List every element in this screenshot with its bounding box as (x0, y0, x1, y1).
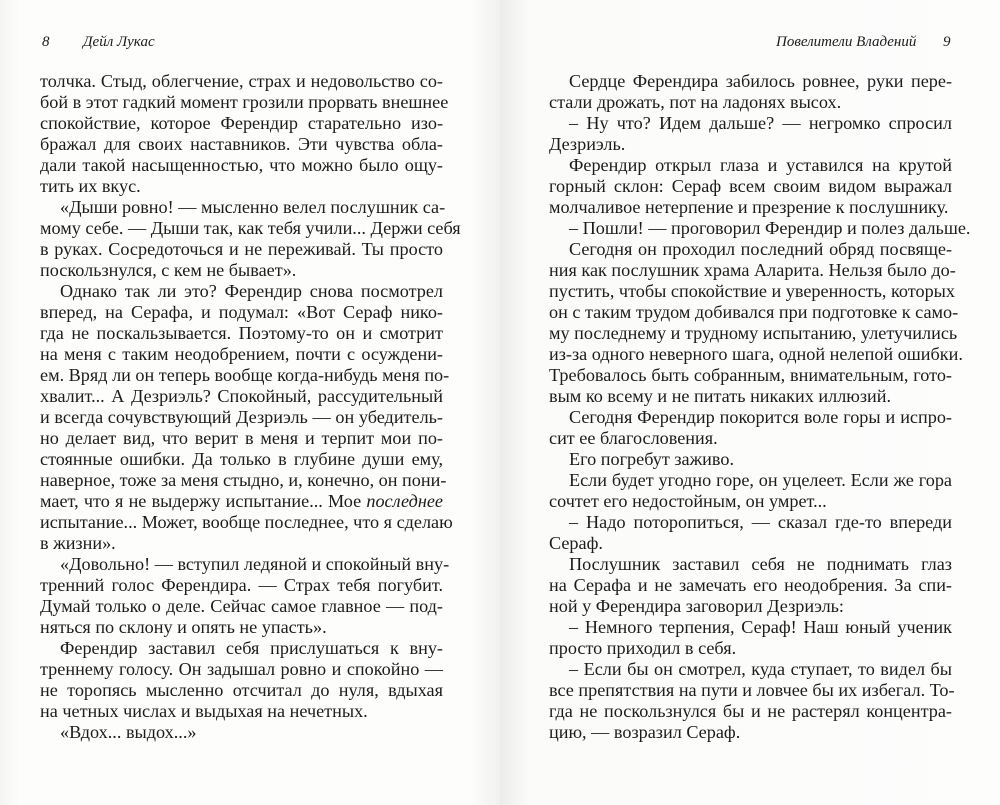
running-header-author: Дейл Лукас (83, 34, 155, 50)
text-line: Послушник заставил себя не поднимать глаз (569, 554, 952, 574)
text-line: – Пошли! — проговорил Ферендир и полез дальше. (569, 218, 971, 238)
text-line: на меня с таким неодобрением, почти с осуждени- (40, 344, 443, 364)
text-line: стали дрожать, пот на ладонях высох. (549, 92, 842, 112)
text-line: сочтет его недостойным, он умрет... (549, 491, 827, 511)
page-number: 9 (943, 34, 951, 50)
italic-emphasis: последнее (366, 491, 443, 511)
paragraph (549, 407, 952, 449)
text-line: треннему голосу. Он задышал ровно и спокойно — (40, 659, 443, 679)
text-line: из-за одного неверного шага, одной нелепой ошибки. (549, 344, 963, 364)
text-line: бражал для своих наставников. Эти чувства обла- (40, 134, 443, 154)
text-line: он с таким трудом добивался при подготовке к само- (549, 302, 959, 322)
text-line: и всегда сочувствующий Дезриэль — он убедитель- (40, 407, 443, 427)
text-line: – Если бы он смотрел, куда ступает, то видел бы (569, 659, 952, 679)
page-body (40, 71, 461, 743)
text-line: цию, — возразил Сераф. (549, 722, 741, 742)
text-line: дали такой насыщенностью, что можно было ощу- (40, 155, 443, 175)
text-line: Однако так ли это? Ферендир снова посмотрел (60, 281, 443, 301)
text-line: пустить, чтобы спокойствие и уверенность, которых (549, 281, 955, 301)
text-line: наверное, тоже за меня стыдно, и, конечно, он пони- (40, 470, 447, 490)
text-line: бой в этот гадкий момент грозили прорвать внешнее (40, 92, 449, 112)
paragraph (549, 449, 952, 470)
text-line: ния как послушник храма Аларита. Нельзя было до- (549, 260, 956, 280)
text-line: стоянные ошибки. Да только в глубине души ему, (40, 449, 443, 469)
text-line: на Серафа и не замечать его неодобрения. За спи- (549, 575, 952, 595)
text-line: тить их вкус. (40, 176, 141, 196)
paragraph (549, 617, 952, 659)
text-line: вым ко всему и не питать никаких иллюзий. (549, 386, 892, 406)
text-line: Ферендир заставил себя прислушаться к вну- (60, 638, 443, 658)
text-line: Требовалось быть собранным, внимательным, гото- (549, 365, 952, 385)
text-line: тренний голос Ферендира. — Страх тебя погубит. (40, 575, 443, 595)
text-line: – Немного терпения, Сераф! Наш юный ученик (569, 617, 952, 637)
text-line: Сегодня Ферендир покорится воле горы и испро- (569, 407, 952, 427)
text-line: просто приходил в себя. (549, 638, 737, 658)
text-line: гда не поскользнулся бы и не растерял концентра- (549, 701, 952, 721)
text-line: на четных числах и выдыхая на нечетных. (40, 701, 368, 721)
right-page (500, 0, 1000, 805)
paragraph (40, 554, 450, 638)
text-line: поскользнулся, с кем не бывает». (40, 260, 297, 280)
paragraph (549, 512, 952, 554)
text-line: Ферендир открыл глаза и уставился на крутой (569, 155, 952, 175)
text-line: горный склон: Сераф всем своим видом выражал (549, 176, 952, 196)
text-line: ной у Ферендира заговорил Дезриэль: (549, 596, 844, 616)
paragraph (549, 239, 963, 407)
text-line: Сердце Ферендира забилось ровнее, руки пере- (569, 71, 952, 91)
text-line: Его погребут заживо. (569, 449, 735, 469)
text-line: «Довольно! — вступил ледяной и спокойный вну- (60, 554, 450, 574)
paragraph (549, 71, 952, 113)
paragraph (549, 470, 952, 512)
text-line: молчаливое нетерпение и презрение к послушнику. (549, 197, 949, 217)
text-line: – Ну что? Идем дальше? — негромко спросил (569, 113, 952, 133)
text-line: Сераф. (549, 533, 603, 553)
text-line: все препятствия на пути и ловчее бы их избегал. То- (549, 680, 955, 700)
text-line: «Дыши ровно! — мысленно велел послушник са- (60, 197, 446, 217)
paragraph (40, 71, 449, 197)
text-line: Если будет угодно горе, он уцелеет. Если же гора (569, 470, 952, 490)
paragraph (549, 155, 952, 218)
text-line: хвалит... А Дезриэль? Спокойный, рассудительный (40, 386, 443, 406)
text-line: Сегодня он проходил последний обряд посвяще- (569, 239, 952, 259)
paragraph (549, 554, 952, 617)
text-line: сит ее благословения. (549, 428, 718, 448)
text-line: – Надо поторопиться, — сказал где-то впереди (569, 512, 952, 532)
paragraph (549, 113, 952, 155)
paragraph (549, 659, 955, 743)
text-line: спокойствие, которое Ферендир старательно изо- (40, 113, 443, 133)
text-line: Думай только о деле. Сейчас самое главное — под- (40, 596, 443, 616)
text-line: Дезриэль. (549, 134, 626, 154)
text-line (40, 491, 443, 512)
paragraph (40, 722, 443, 743)
text-line: в жизни». (40, 533, 116, 553)
text-line: не торопясь мысленно отсчитал до нуля, вдыхая (40, 680, 443, 700)
text-run: мает, что я не выдержу испытание... Мое (40, 491, 367, 511)
paragraph (40, 638, 443, 722)
text-line: испытание... Может, вообще последнее, что я сделаю (40, 512, 453, 532)
paragraph (40, 197, 461, 281)
text-line: мому себе. — Дыши так, как тебя учили... Держи себя (40, 218, 461, 238)
text-line: няться по склону и опять не упасть». (40, 617, 327, 637)
text-line: толчка. Стыд, облегчение, страх и недовольство со- (40, 71, 443, 91)
paragraph (549, 218, 971, 239)
page-body (549, 71, 971, 743)
running-header-title: Повелители Владений (776, 34, 917, 50)
text-line: в руках. Сосредоточься и не переживай. Ты просто (40, 239, 443, 259)
text-line: гда не поскальзывается. Поэтому-то он и смотрит (40, 323, 443, 343)
paragraph (40, 281, 453, 554)
text-line: му последнему и трудному испытанию, улетучились (549, 323, 958, 343)
text-line: вперед, на Серафа, и подумал: «Вот Сераф нико- (40, 302, 443, 322)
text-line: «Вдох... выдох...» (60, 722, 197, 742)
text-line: ем. Вряд ли он теперь вообще когда-нибудь меня по- (40, 365, 450, 385)
text-line: но делает вид, что верит в меня и терпит мои по- (40, 428, 443, 448)
page-number: 8 (42, 34, 50, 50)
